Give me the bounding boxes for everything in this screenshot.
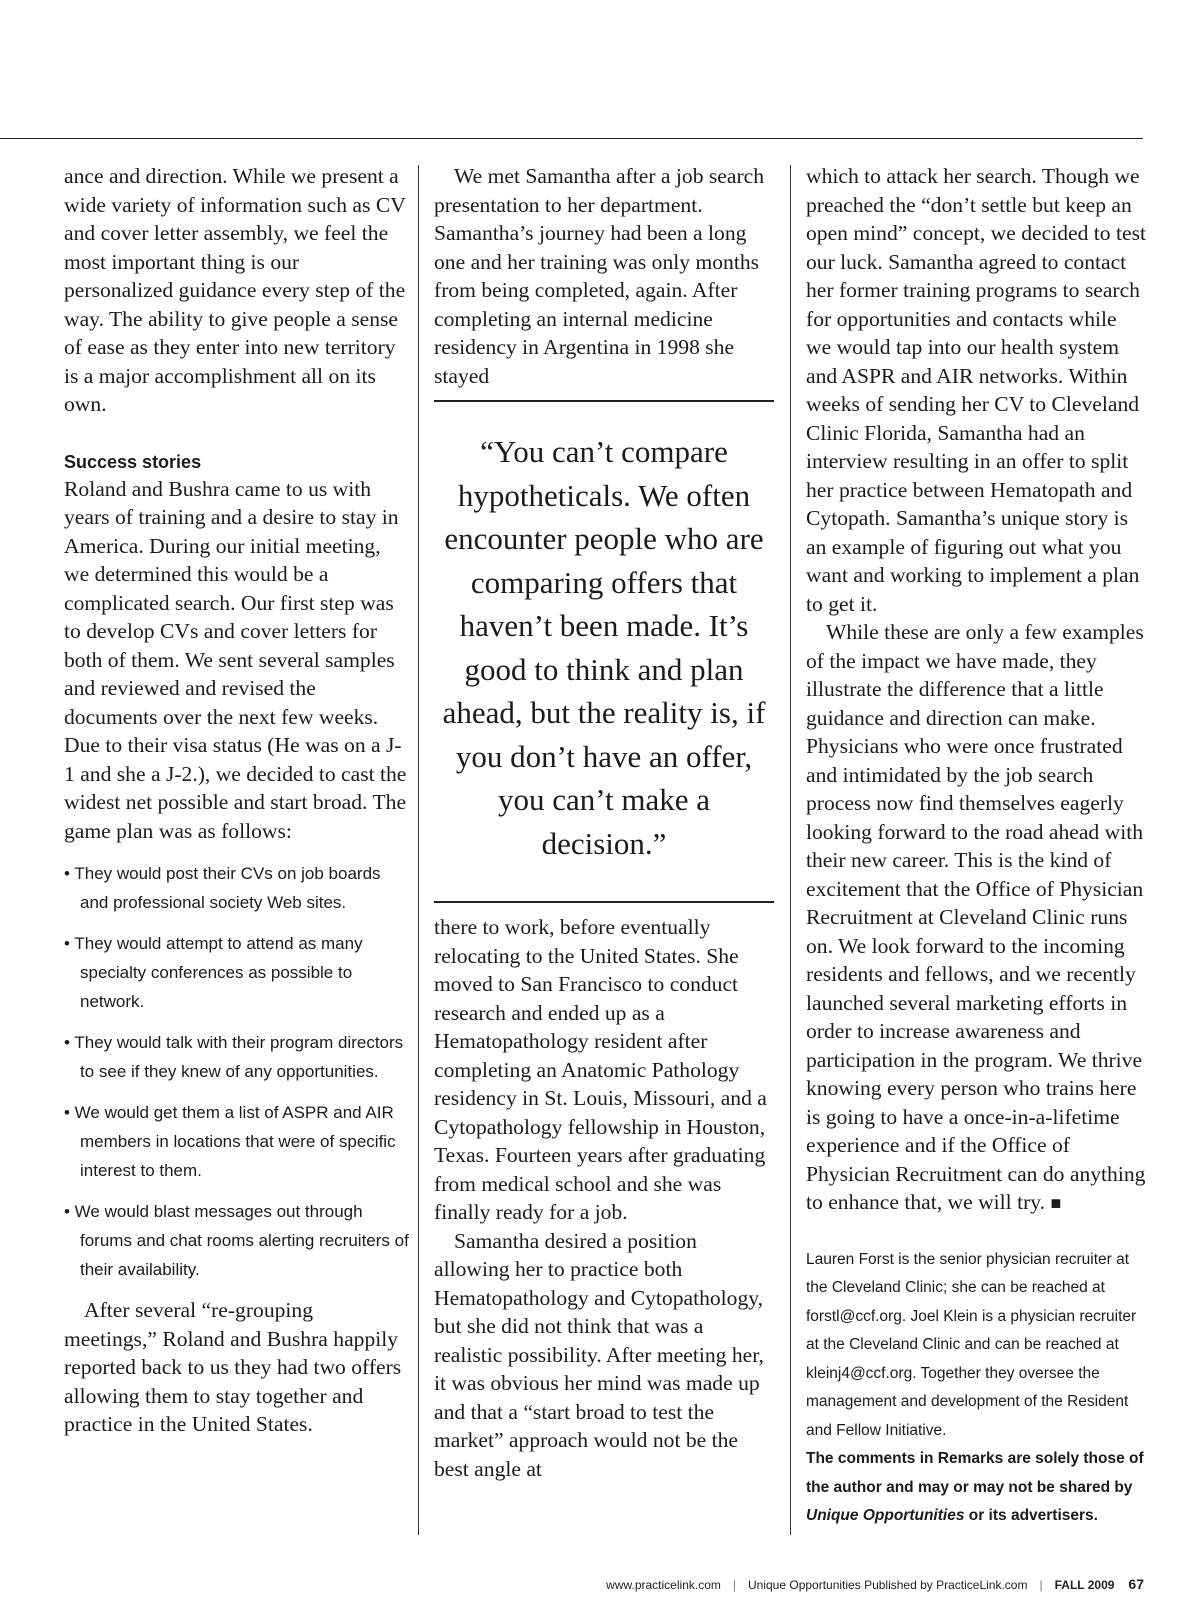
- disclaimer-text-end: or its advertisers.: [964, 1507, 1098, 1524]
- paragraph: there to work, before eventually relocating to the United States. She moved to San Francisco to conduct research and ended up as a Hematopathology resident after completing an Anatomic Pathology residency in St. Louis, Missouri, and a Cytopathology fellowship in Houston, Texas. Fourteen years after graduating from medical school and she was finally ready for a job.: [434, 915, 767, 1224]
- paragraph: which to attack her search. Though we preached the “don’t settle but keep an open mind” concept, we decided to test our luck. Samantha agreed to contact her former training programs to search for opportunities and contacts while we would tap into our health system and ASPR and AIR networks. Within weeks of sending her CV to Cleveland Clinic Florida, Samantha had an interview resulting in an offer to split her practice between Hematopath and Cytopath. Samantha’s unique story is an example of figuring out what you want and working to implement a plan to get it.: [806, 164, 1146, 616]
- column-2: [434, 162, 774, 1483]
- pull-quote-rule-bottom: [434, 901, 774, 903]
- pull-quote-rule-top: [434, 400, 774, 402]
- footer-season: FALL 2009: [1054, 1578, 1115, 1592]
- list-item: • They would attempt to attend as many specialty conferences as possible to network.: [64, 934, 363, 1011]
- paragraph: ance and direction. While we present a wide variety of information such as CV and cover letter assembly, we feel the most important thing is our personalized guidance every step of the way. The ability to give people a sense of ease as they enter into new territory is a major accomplishment all on its own.: [64, 164, 406, 416]
- paragraph: We met Samantha after a job search presentation to her department. Samantha’s journey had been a long one and her training was only months from being completed, again. After completing an internal medicine residency in Argentina in 1998 she stayed: [434, 164, 765, 388]
- paragraph: Samantha desired a position allowing her to practice both Hematopathology and Cytopathology, but she did not think that was a realistic possibility. After meeting her, it was obvious her mind was made up and that a “start broad to test the market” approach would not be the best angle at: [434, 1228, 764, 1481]
- disclaimer: [806, 1445, 1146, 1531]
- column-divider: [418, 165, 419, 1535]
- section-heading: Success stories: [64, 451, 202, 472]
- footer-separator: |: [732, 1578, 736, 1592]
- pull-quote: “You can’t compare hypotheticals. We often encounter people who are comparing offers that haven’t been made. It’s good to think and plan ahead, but the reality is, if you don’t have an offer, you can’t make a decision.”: [442, 434, 766, 861]
- list-item: • They would post their CVs on job boards and professional society Web sites.: [64, 864, 381, 912]
- column-1: [64, 162, 409, 1439]
- paragraph: After several “re-grouping meetings,” Roland and Bushra happily reported back to us they had two offers allowing them to stay together and practice in the United States.: [64, 1298, 402, 1436]
- paragraph: Roland and Bushra came to us with years of training and a desire to stay in America. During our initial meeting, we determined this would be a complicated search. Our first step was to develop CVs and cover letters for both of them. We sent several samples and reviewed and revised the documents over the next few weeks. Due to their visa status (He was on a J-1 and she a J-2.), we decided to cast the widest net possible and start broad. The game plan was as follows:: [64, 476, 407, 843]
- footer-separator: |: [1039, 1578, 1043, 1592]
- page-footer: [606, 1576, 1144, 1592]
- page-number: 67: [1128, 1576, 1144, 1592]
- footer-url: www.practicelink.com: [606, 1578, 721, 1592]
- paragraph-text: While these are only a few examples of the impact we have made, they illustrate the difference that a little guidance and direction can make. Physicians who were once frustrated and intimidated by the job search process now find themselves eagerly looking forward to the road ahead with their new career. This is the kind of excitement that the Office of Physician Recruitment at Cleveland Clinic runs on. We look forward to the incoming residents and fellows, and we recently launched several marketing efforts in order to increase awareness and participation in the program. We thrive knowing every person who trains here is going to have a once-in-a-lifetime experience and if the Office of Physician Recruitment can do anything to enhance that, we will try.: [806, 620, 1146, 1214]
- top-rule: [0, 138, 1143, 139]
- footer-publication: Unique Opportunities Published by PracticeLink.com: [748, 1578, 1028, 1592]
- list-item: • We would blast messages out through forums and chat rooms alerting recruiters of their availability.: [64, 1202, 409, 1279]
- column-3: [806, 162, 1146, 1531]
- list-item: • We would get them a list of ASPR and AIR members in locations that were of specific interest to them.: [64, 1103, 396, 1180]
- author-bio: Lauren Forst is the senior physician recruiter at the Cleveland Clinic; she can be reached at forstl@ccf.org. Joel Klein is a physician recruiter at the Cleveland Clinic and can be reached at kleinj4@ccf.org. Together they oversee the management and development of the Resident and Fellow Initiative.: [806, 1250, 1137, 1439]
- paragraph-final: [806, 618, 1146, 1218]
- list-item: • They would talk with their program directors to see if they knew of any opportunities.: [64, 1033, 404, 1081]
- end-mark-icon: ■: [1050, 1193, 1062, 1213]
- disclaimer-text: The comments in Remarks are solely those of the author and may or may not be shared by: [806, 1450, 1144, 1496]
- bullet-list: [64, 859, 409, 1284]
- column-divider: [790, 165, 791, 1535]
- publication-name: Unique Opportunities: [806, 1507, 965, 1524]
